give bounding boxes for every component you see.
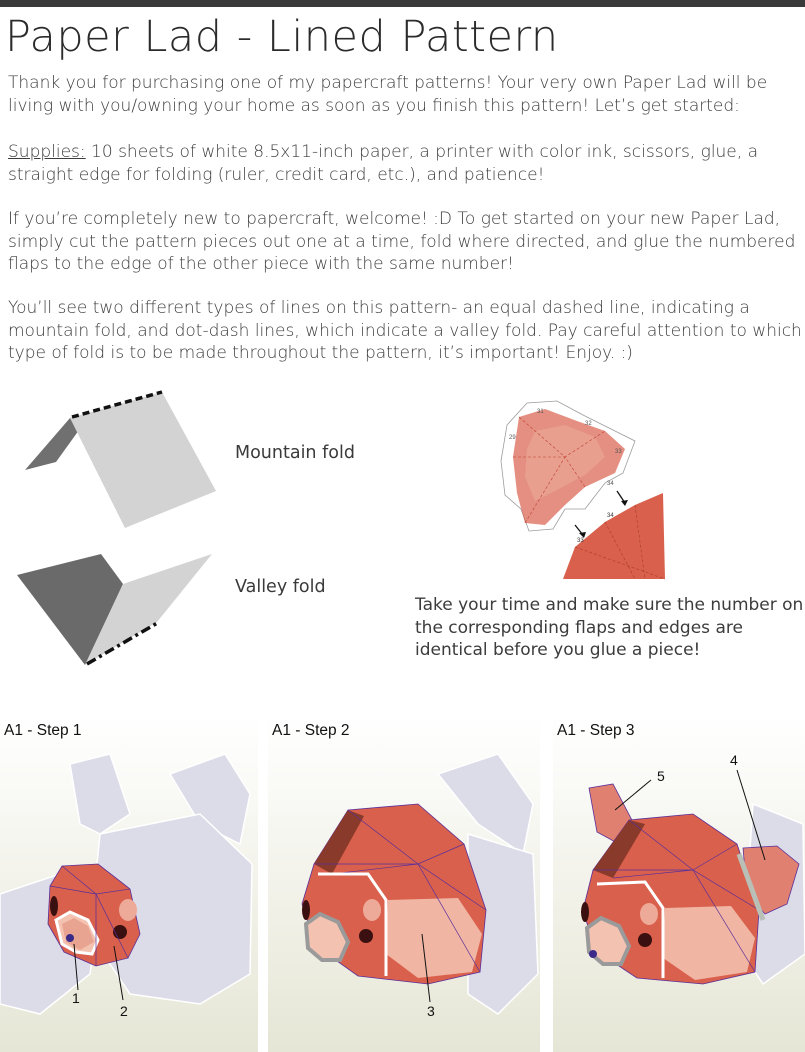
valley-fold-label: Valley fold — [235, 577, 326, 597]
mountain-fold-illustration — [20, 388, 220, 533]
step-1-label-1: 1 — [72, 990, 80, 1006]
mountain-fold-right-face — [70, 392, 216, 528]
step-1-title: A1 - Step 1 — [4, 722, 82, 739]
step-2-panel — [268, 714, 540, 1052]
svg-text:33: 33 — [577, 538, 584, 544]
top-bar — [0, 0, 805, 7]
svg-text:34: 34 — [607, 513, 614, 519]
step-1-label-2: 2 — [120, 1003, 128, 1019]
step-3-label-4: 4 — [730, 752, 738, 768]
step-2-title: A1 - Step 2 — [272, 722, 350, 739]
step-1-panel — [0, 714, 258, 1052]
intro-paragraph: Thank you for purchasing one of my papercraft patterns! Your very own Paper Lad will be living with you/owning your home as soon as you finish this pattern! Let’s get started: — [8, 73, 768, 116]
flap-caption: Take your time and make sure the number on the corresponding flaps and edges are identical before you glue a piece! — [415, 595, 804, 660]
mountain-fold-label: Mountain fold — [235, 443, 355, 463]
step-3-label-5: 5 — [657, 768, 665, 784]
step-3-panel — [553, 714, 805, 1052]
step-3-title: A1 - Step 3 — [557, 722, 635, 739]
supplies-label: Supplies: — [8, 142, 86, 162]
step-3-illustration — [553, 714, 805, 1052]
supplies-text: 10 sheets of white 8.5x11-inch paper, a printer with color ink, scissors, glue, a straight edge for folding (ruler, credit card, etc.), and patience! — [8, 142, 758, 185]
svg-text:31: 31 — [537, 409, 544, 415]
valley-fold-illustration — [15, 550, 220, 670]
page-title: Paper Lad - Lined Pattern — [5, 12, 559, 62]
flap-matching-illustration — [495, 397, 670, 583]
step-2-illustration — [268, 714, 540, 1052]
fold-types-paragraph: You’ll see two different types of lines on this pattern- an equal dashed line, indicating a mountain fold, and dot-dash lines, which indicate a valley fold. Pay careful attention to which type of fold is to be made throughout the pattern, it’s important! Enjoy. :) — [8, 298, 802, 363]
svg-text:34: 34 — [607, 481, 614, 487]
target-piece — [563, 493, 665, 579]
step-2-label-3: 3 — [427, 1003, 435, 1019]
newcomer-paragraph: If you’re completely new to papercraft, welcome! :D To get started on your new Paper Lad, simply cut the pattern pieces out one at a time, fold where directed, and glue the numbered flaps to the edge of the other piece with the same number! — [8, 209, 796, 274]
step-1-illustration — [0, 714, 258, 1052]
svg-text:29: 29 — [509, 435, 516, 441]
svg-text:33: 33 — [615, 449, 622, 455]
supplies-paragraph — [8, 141, 805, 186]
svg-text:32: 32 — [585, 421, 592, 427]
